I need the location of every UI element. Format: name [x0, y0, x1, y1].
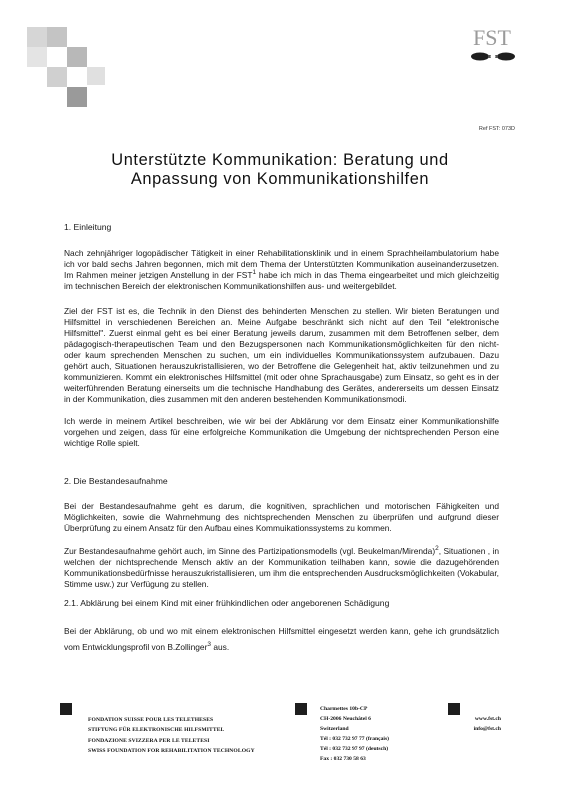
- email-link[interactable]: info@fst.ch: [473, 726, 501, 732]
- footer-contact: [470, 714, 501, 734]
- address-line: Fax : 032 730 58 63: [320, 756, 366, 762]
- paragraph-text: habe ich mich in das Thema eingearbeitet und mich gleichzeitig im technischen Bereich der elektronischen Kommunikationshilfen aus- und weitergebildet.: [64, 270, 499, 291]
- decor-square: [47, 67, 67, 87]
- paragraph-text: aus.: [211, 642, 230, 652]
- address-line: Tél : 032 732 97 77 (français): [320, 736, 389, 742]
- foundation-line: STIFTUNG FÜR ELEKTRONISCHE HILFSMITTEL: [88, 727, 225, 734]
- decor-square: [27, 27, 47, 47]
- paragraph: [64, 546, 499, 590]
- foundation-line: FONDATION SUISSE POUR LES TELETHESES: [88, 717, 214, 723]
- fst-logo: [462, 27, 522, 65]
- website-link[interactable]: www.fst.ch: [474, 716, 501, 722]
- paragraph-text: Bei der Abklärung, ob und wo mit einem elektronischen Hilfsmittel eingesetzt werden kann, gehe ich grundsätzlich vom Entwicklungsprofil von B.Zollinger: [64, 626, 499, 652]
- subsection-heading: 2.1. Abklärung bei einem Kind mit einer frühkindlichen oder angeborenen Schädigung: [64, 598, 390, 608]
- footer-address: [320, 704, 389, 764]
- foundation-line: SWISS FOUNDATION FOR REHABILITATION TECHNOLOGY: [88, 748, 255, 755]
- reference-number: Ref FST: 073D: [478, 126, 515, 132]
- document-body: [64, 222, 499, 655]
- paragraph-text: , Situationen , in welchen der nichtsprechende Mensch aktiv an der Kommunikation teilhaben kann, sowie die dazugehörenden Kommunikationsbedürfnisse herauszukristallisieren, um ihm die entsprechenden Ausdrucksmöglichkeiten (Vokabular, Stimme usw.) zur Verfügung zu stellen.: [64, 546, 499, 589]
- footnote-ref: 1: [252, 269, 257, 277]
- paragraph: Bei der Bestandesaufnahme geht es darum, die kognitiven, sprachlichen und motorischen Fähigkeiten und Möglichkeiten, sowie die Wahrnehmung des nichtsprechenden Menschen zu überprüfen und aufgrund dieser Überprüfung zu einem Ansatz für den Aufbau eines Kommuikationssystems zu kommen.: [64, 501, 499, 533]
- paragraph: Ziel der FST ist es, die Technik in den Dienst des behinderten Menschen zu stellen. Wir bieten Beratungen und Hilfsmittel in verschiedenen Bereichen an. Meine Aufgabe beschränkt sich nicht auf den Teil "elektronische Hilfsmittel". Zuerst einmal geht es bei einer Beratung jeweils darum, zusammen mit dem Betroffenen selber, dem pädagogisch-therapeutischen Team und den Bezugspersonen nach Kommunikationsmöglichkeiten für den nicht- oder kaum sprechenden Menschen zu suchen, um ein individuelles Kommunikationssystem aufzubauen. Dazu gehört auch, Situationen herauszukristallisieren, wo der Betroffene die Gelegenheit hat, aktiv teilzunehmen und zu kommunizieren. Kommt ein elektronisches Hilfsmittel (mit oder ohne Sprachausgabe) zum Einsatz, so geht es in der weiterführenden Beratung einerseits um die technische Handhabung des Gerätes, andererseits um dessen Einsatz in der Kommunikation, dies zusammen mit den anderen bestehenden Kommunikationsmodi.: [64, 306, 499, 404]
- paragraph: [64, 623, 499, 655]
- section-heading: 2. Die Bestandesaufnahme: [64, 476, 168, 486]
- footer-square: [448, 703, 460, 715]
- hands-icon: [470, 51, 516, 62]
- decor-square: [87, 67, 105, 85]
- footnote-ref: 2: [435, 545, 439, 553]
- decor-square: [67, 47, 87, 67]
- address-line: Tél : 032 732 97 97 (deutsch): [320, 746, 389, 752]
- address-line: CH-2006 Neuchâtel 6: [320, 716, 371, 722]
- footer-square: [295, 703, 307, 715]
- decor-square: [27, 47, 47, 67]
- address-line: Charmettes 10b-CP: [320, 706, 368, 712]
- title-line: Unterstützte Kommunikation: Beratung und: [111, 151, 449, 169]
- paragraph-text: Nach zehnjähriger logopädischer Tätigkeit in einer Rehabilitationsklinik und in einem Sprachheilambulatorium habe ich vor bald sechs Jahren begonnen, mich mit dem Thema der Unterstützten Kommunikation auseinanderzusetzen. Im Rahmen meiner jetzigen Anstellung in der FST: [64, 248, 499, 280]
- foundation-line: FONDAZIONE SVIZZERA PER LE TELETESI: [88, 737, 210, 744]
- paragraph: [64, 248, 499, 292]
- paragraph-text: Zur Bestandesaufnahme gehört auch, im Sinne des Partizipationsmodells (vgl. Beukelman/Mirenda): [64, 546, 436, 556]
- decor-square: [47, 27, 67, 47]
- document-title: [60, 151, 500, 189]
- logo-text: FST: [473, 25, 511, 50]
- footnote-ref: 3: [207, 641, 211, 649]
- title-line: Anpassung von Kommunikationshilfen: [130, 170, 430, 188]
- paragraph: Ich werde in meinem Artikel beschreiben, wie wir bei der Abklärung vor dem Einsatz einer Kommunikationshilfe vorgehen und zeigen, dass für eine erfolgreiche Kommunikation die Umgebung der nichtsprechenden Person eine wichtige Rolle spielt.: [64, 416, 499, 448]
- decor-square: [67, 87, 87, 107]
- footer-square: [60, 703, 72, 715]
- address-line: Switzerland: [320, 726, 349, 732]
- footer-foundation: [88, 715, 255, 757]
- section-heading: 1. Einleitung: [64, 222, 112, 232]
